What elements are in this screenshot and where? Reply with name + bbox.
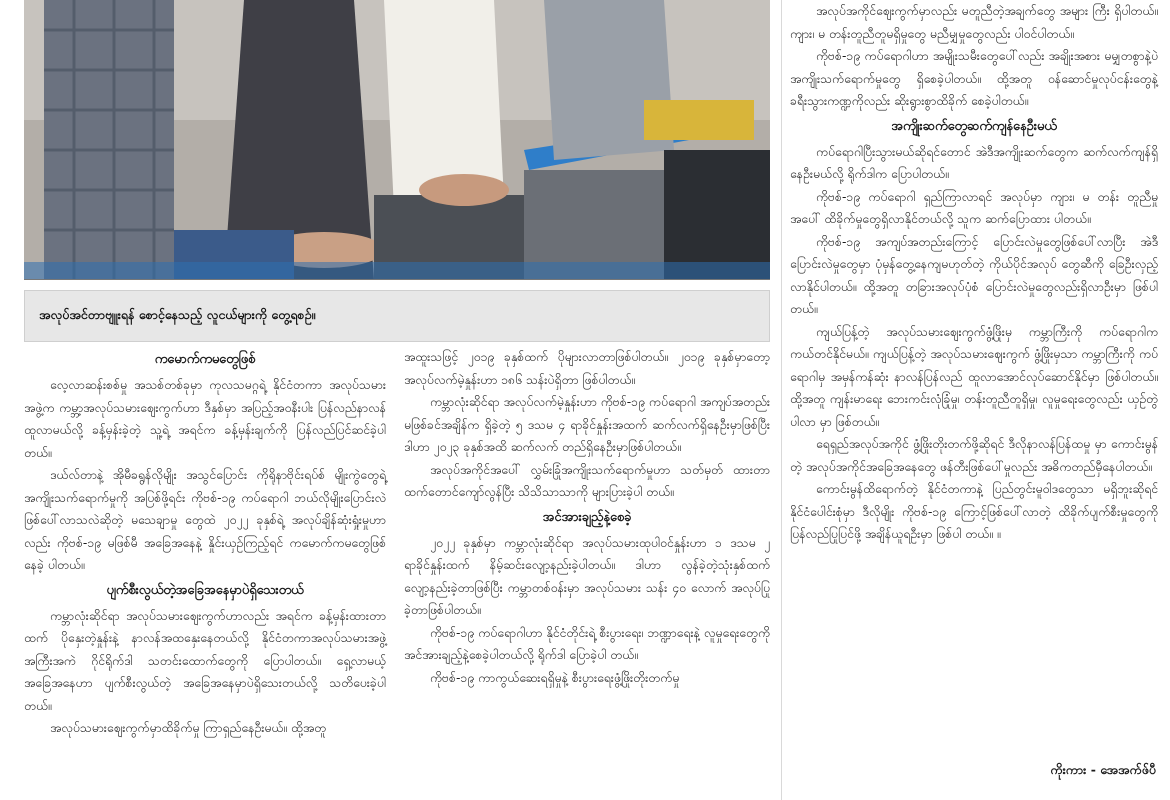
paragraph: ၂၀၂၂ ခုနှစ်မှာ ကမ္ဘာလုံးဆိုင်ရာ အလုပ်သမားထုပါဝင်နှုန်းဟာ ၁ ဒသမ ၂ ရာခိုင်နှုန်းထက် နိမ့်ဆင်းလျော့နည်းခဲ့ပါတယ်။ ဒါဟာ လွန်ခဲ့တဲ့သုံးနှစ်ထက် လျော့နည်းခဲ့တာဖြစ်ပြီး ကမ္ဘာတစ်ဝန်းမှာ အလုပ်သမား သန်း ၄၀ လောက် အလုပ်ပြုခဲ့တာဖြစ်ပါတယ်။ <box>404 535 770 617</box>
section-heading: အကျိုးဆက်တွေဆက်ကျန်နေဦးမယ် <box>891 118 1057 134</box>
photo-illustration <box>24 0 770 280</box>
article-column-1 <box>24 346 386 740</box>
article-column-2 <box>404 346 770 689</box>
article-column-3 <box>790 0 1158 546</box>
paragraph: လေ့လာဆန်းစစ်မှု အသစ်တစ်ခုမှာ ကုလသမဂ္ဂရဲ့ နိုင်ငံတကာ အလုပ်သမားအဖွဲ့က ကမ္ဘာ့အလုပ်သမားဈေးကွက်ဟာ ဒီနှစ်မှာ အပြည့်အဝနီးပါး ပြန်လည်နာလန်ထူလာမယ်လို့ ခန့်မှန်းခဲ့တဲ့ သူ့ရဲ့ အရင်က ခန့်မှန်းချက်ကို ပြန်လည်ပြင်ဆင်ခဲ့ပါတယ်။ <box>24 378 386 460</box>
article-photo <box>24 0 770 280</box>
paragraph: ကိုဗစ်-၁၉ ကာကွယ်ဆေးရရှိမှုနဲ့ စီးပွားရေးဖွံ့ဖြိုးတိုးတက်မှု <box>430 670 680 685</box>
paragraph: ကမ္ဘာလုံးဆိုင်ရာ အလုပ်လက်မဲ့နှုန်းဟာ ကိုဗစ်-၁၉ ကပ်ရောဂါ အကျပ်အတည်းမဖြစ်ခင်အချိန်က ရှိခဲ့တဲ့ ၅ ဒသမ ၄ ရာခိုင်နှုန်းအထက် ဆက်လက်ရှိနေဦးမှာဖြစ်ပြီး ဒါဟာ ၂၀၂၃ ခုနှစ်အထိ ဆက်လက် တည်ရှိနေဦးမှာဖြစ်ပါတယ်။ <box>404 395 770 454</box>
paragraph: ကိုဗစ်-၁၉ ကပ်ရောဂါဟာ အမျိုးသမီးတွေပေါ်လည်း အချိုးအစား မမျှတစွာနဲ့ပဲ အကျိုးသက်ရောက်မှုတွေ ရှိစေခဲ့ပါတယ်။ ထို့အတူ ဝန်ဆောင်မှုလုပ်ငန်းတွေနဲ့ ခရီးသွားကဏ္ဍကိုလည်း ဆိုးရွားစွာထိခိုက် စေခဲ့ပါတယ်။ <box>790 49 1158 108</box>
paragraph: ကိုဗစ်-၁၉ ကပ်ရောဂါဟာ နိုင်ငံတိုင်းရဲ့ စီးပွားရေး၊ ဘဏ္ဍာရေးနဲ့ လူမှုရေးတွေကို အင်အားချည့်နဲ့စေခဲ့ပါတယ်လို့ ရိုက်ဒါ ပြောခဲ့ပါ တယ်။ <box>404 625 770 662</box>
paragraph: ကျယ်ပြန့်တဲ့ အလုပ်သမားဈေးကွက်ဖွံ့ဖြိုးမှ ကမ္ဘာကြီးကို ကပ်ရောဂါက ကယ်တင်နိုင်မယ်။ ကျယ်ပြန့်တဲ့ အလုပ်သမားဈေးကွက် ဖွံ့ဖြိုးမှသာ ကမ္ဘာကြီးကို ကပ်ရောဂါမှ အမှန်ကန်ဆုံး နာလန်ပြန်လည် ထူလာအောင်လုပ်ဆောင်နိုင်မှာ ဖြစ်ပါတယ်။ ထို့အတူ ကျန်းမာရေး ဘေးကင်းလုံခြုံမှု၊ တန်းတူညီတူရှိမှု၊ လူမှုရေးတွေလည်း ယှဉ်တွဲပါလာ မှာ ဖြစ်တယ်။ <box>790 324 1158 429</box>
paragraph: ကပ်ရောဂါပြီးသွားမယ်ဆိုရင်တောင် အဲဒီအကျိုးဆက်တွေက ဆက်လက်ကျန်ရှိနေဦးမယ်လို့ ရိုက်ဒါက ပြောပါတယ်။ <box>790 144 1158 181</box>
section-heading: ပျက်စီးလွယ်တဲ့အခြေအနေမှာပဲရှိသေးတယ် <box>106 582 304 598</box>
paragraph: ဒယ်လ်တာနဲ့ အိုမီခရွန်လိုမျိုး အသွင်ပြောင်း ကိုရိုနာဗိုင်းရပ်စ် မျိုးကွဲတွေရဲ့ အကျိုးသက်ရောက်မှုကို အပြစ်ဖို့ရင်း ကိုဗစ်-၁၉ ကပ်ရောဂါ ဘယ်လိုမျိုးပြောင်းလဲဖြစ်ပေါ်လာသလဲဆိုတဲ့ မသေချာမှု တွေထဲ ၂၀၂၂ ခုနှစ်ရဲ့ အလုပ်ချိန်ဆုံးရှုံးမှုဟာလည်း ကိုဗစ်-၁၉ မဖြစ်မီ အခြေအနေနဲ့ နှိုင်းယှဉ်ကြည့်ရင် ကမောက်ကမတွေဖြစ်နေခဲ့ ပါတယ်။ <box>24 468 386 572</box>
paragraph: ကမ္ဘာလုံးဆိုင်ရာ အလုပ်သမားဈေးကွက်ဟာလည်း အရင်က ခန့်မှန်းထားတာထက် ပိုနှေးတဲ့နှုန်းနဲ့ နာလန်အထနှေးနေတယ်လို့ နိုင်ငံတကာအလုပ်သမားအဖွဲ့ အကြီးအကဲ ဂိုင်ရိုက်ဒါ သတင်းထောက်တွေကို ပြောပါတယ်။ ရှေ့လာမယ့် အခြေအနေဟာ ပျက်စီးလွယ်တဲ့ အခြေအနေမှာပဲရှိသေးတယ်လို့ သတိပေးခဲ့ပါတယ်။ <box>24 608 386 713</box>
article-byline: ကိုးကား - အေအက်ဖ်ပီ <box>1050 762 1156 777</box>
paragraph: ကောင်းမွန်ထိရောက်တဲ့ နိုင်ငံတကာနဲ့ ပြည်တွင်းမူဝါဒတွေသာ မရှိဘူးဆိုရင် နိုင်ငံပေါင်းစုံမှာ ဒီလိုမျိုး ကိုဗစ်-၁၉ ကြောင့်ဖြစ်ပေါ်လာတဲ့ ထိခိုက်ပျက်စီးမှုတွေကို ပြန်လည်ပြုပြင်ဖို့ အချိန်ယူရဦးမှာ ဖြစ်ပါ တယ်။ ။ <box>790 482 1158 541</box>
section-heading: ကမောက်ကမတွေဖြစ် <box>154 352 256 367</box>
paragraph: ကိုဗစ်-၁၉ အကျပ်အတည်းကြောင့် ပြောင်းလဲမှုတွေဖြစ်ပေါ်လာပြီး အဲဒီပြောင်းလဲမှုတွေမှာ ပုံမှန်တွေ့နေကျမဟုတ်တဲ့ ကိုယ်ပိုင်အလုပ် တွေဆီကို ခြေဦးလှည့်လာနိုင်ပါတယ်။ ထို့အတူ တခြားအလုပ်ပုံစံ ပြောင်းလဲမှုတွေလည်းရှိလာဦးမှာ ဖြစ်ပါတယ်။ <box>790 234 1158 316</box>
photo-caption: အလုပ်အင်တာဗျူးရန် စောင့်နေသည့် လူငယ်များကို တွေ့ရစဉ်။ <box>24 290 770 342</box>
paragraph: ရေရှည်အလုပ်အကိုင် ဖွံ့ဖြိုးတိုးတက်ဖို့ဆိုရင် ဒီလိုနာလန်ပြန်ထမှု မှာ ကောင်းမွန်တဲ့ အလုပ်အကိုင်အခြေအနေတွေ ဖန်တီးဖြစ်ပေါ်မှုလည်း အဓိကတည်မှီနေပါတယ်။ <box>790 437 1158 474</box>
column-divider <box>781 0 782 800</box>
paragraph: အလုပ်အကိုင်အပေါ် လွှမ်းခြုံအကျိုးသက်ရောက်မှုဟာ သတ်မှတ် ထားတာထက်တောင်ကျော်လွန်ပြီး သိသိသာသာကို များပြားခဲ့ပါ တယ်။ <box>404 462 770 499</box>
paragraph: အထူးသဖြင့် ၂၀၁၉ ခုနှစ်ထက် ပိုများလာတာဖြစ်ပါတယ်။ ၂၀၁၉ ခုနှစ်မှာတော့ အလုပ်လက်မဲ့နှုန်းဟာ ၁၈၆ သန်းပဲရှိတာ ဖြစ်ပါတယ်။ <box>404 350 770 387</box>
paragraph: ကိုဗစ်-၁၉ ကပ်ရောဂါ ရှည်ကြာလာရင် အလုပ်မှာ ကျား၊ မ တန်း တူညီမှုအပေါ် ထိခိုက်မှုတွေရှိလာနိုင်တယ်လို့ သူက ဆက်ပြောထား ပါတယ်။ <box>790 189 1158 226</box>
paragraph: အလုပ်သမားဈေးကွက်မှာထိခိုက်မှု ကြာရှည်နေဦးမယ်။ ထို့အတူ <box>50 721 327 735</box>
section-heading: အင်အားချည့်နဲ့စေခဲ့ <box>542 509 632 525</box>
paragraph: အလုပ်အကိုင်ဈေးကွက်မှာလည်း မတူညီတဲ့အချက်တွေ အများ ကြီး ရှိပါတယ်။ ကျား၊ မ တန်းတူညီတူမရှိမှုတွေ မညီမျှမှုတွေလည်း ပါဝင်ပါတယ်။ <box>790 4 1158 41</box>
